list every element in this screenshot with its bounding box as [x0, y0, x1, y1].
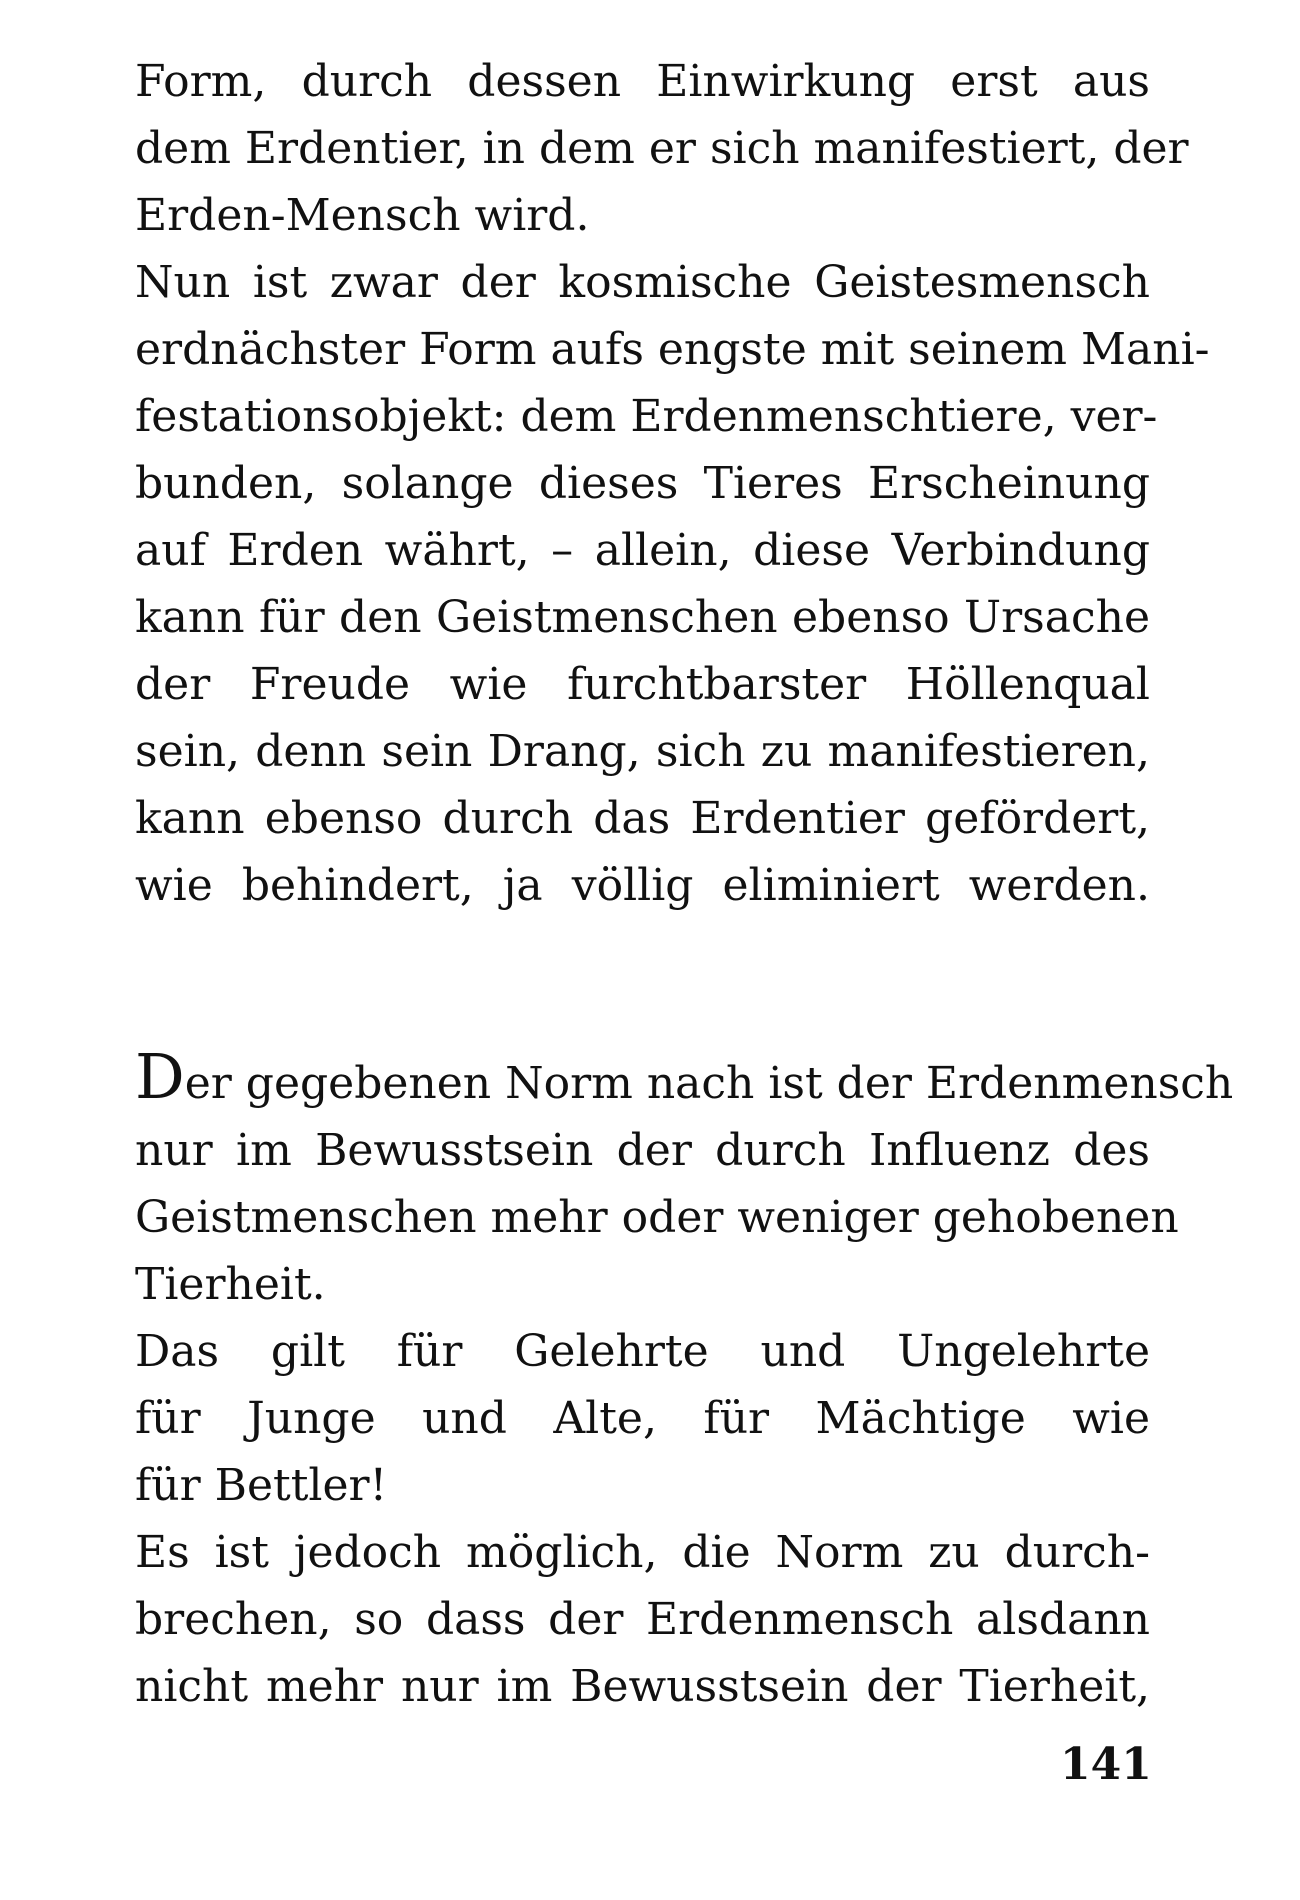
drop-cap: D: [135, 1040, 185, 1113]
text-line: Es ist jedoch möglich, die Norm zu durch-: [135, 1527, 1150, 1578]
text-line: nicht mehr nur im Bewusstsein der Tierheit,: [135, 1661, 1150, 1712]
text-line: für Junge und Alte, für Mächtige wie: [135, 1393, 1150, 1444]
text-line: kann ebenso durch das Erdentier gefördert,: [135, 793, 1150, 844]
text-line-first: [135, 1040, 1234, 1117]
text-line: der Freude wie furchtbarster Höllenqual: [135, 659, 1150, 710]
paragraph-block-1: [135, 48, 1210, 919]
paragraph-block-2: [135, 1040, 1234, 1720]
text-line: Geistmenschen mehr oder weniger gehobenen: [135, 1192, 1179, 1243]
text-line: Nun ist zwar der kosmische Geistesmensch: [135, 257, 1150, 308]
text-line: nur im Bewusstsein der durch Influenz des: [135, 1125, 1150, 1176]
text-line: festationsobjekt: dem Erdenmenschtiere, ver-: [135, 391, 1158, 442]
first-line-text: er gegebenen Norm nach ist der Erdenmensch: [184, 1058, 1234, 1109]
text-line: dem Erdentier, in dem er sich manifestiert, der: [135, 123, 1189, 174]
text-line: Tierheit.: [135, 1259, 326, 1310]
text-line: wie behindert, ja völlig eliminiert werden.: [135, 860, 1150, 911]
text-line: Form, durch dessen Einwirkung erst aus: [135, 56, 1150, 107]
text-line: kann für den Geistmenschen ebenso Ursache: [135, 592, 1150, 643]
text-line: bunden, solange dieses Tieres Erscheinung: [135, 458, 1150, 509]
text-line: für Bettler!: [135, 1460, 388, 1511]
text-line: brechen, so dass der Erdenmensch alsdann: [135, 1594, 1150, 1645]
text-line: auf Erden währt, – allein, diese Verbindung: [135, 525, 1150, 576]
text-line: Das gilt für Gelehrte und Ungelehrte: [135, 1326, 1150, 1377]
text-line: erdnächster Form aufs engste mit seinem Mani-: [135, 324, 1210, 375]
page-number: 141: [1060, 1739, 1152, 1790]
text-line: sein, denn sein Drang, sich zu manifestieren,: [135, 726, 1150, 777]
text-line: Erden-Mensch wird.: [135, 190, 590, 241]
